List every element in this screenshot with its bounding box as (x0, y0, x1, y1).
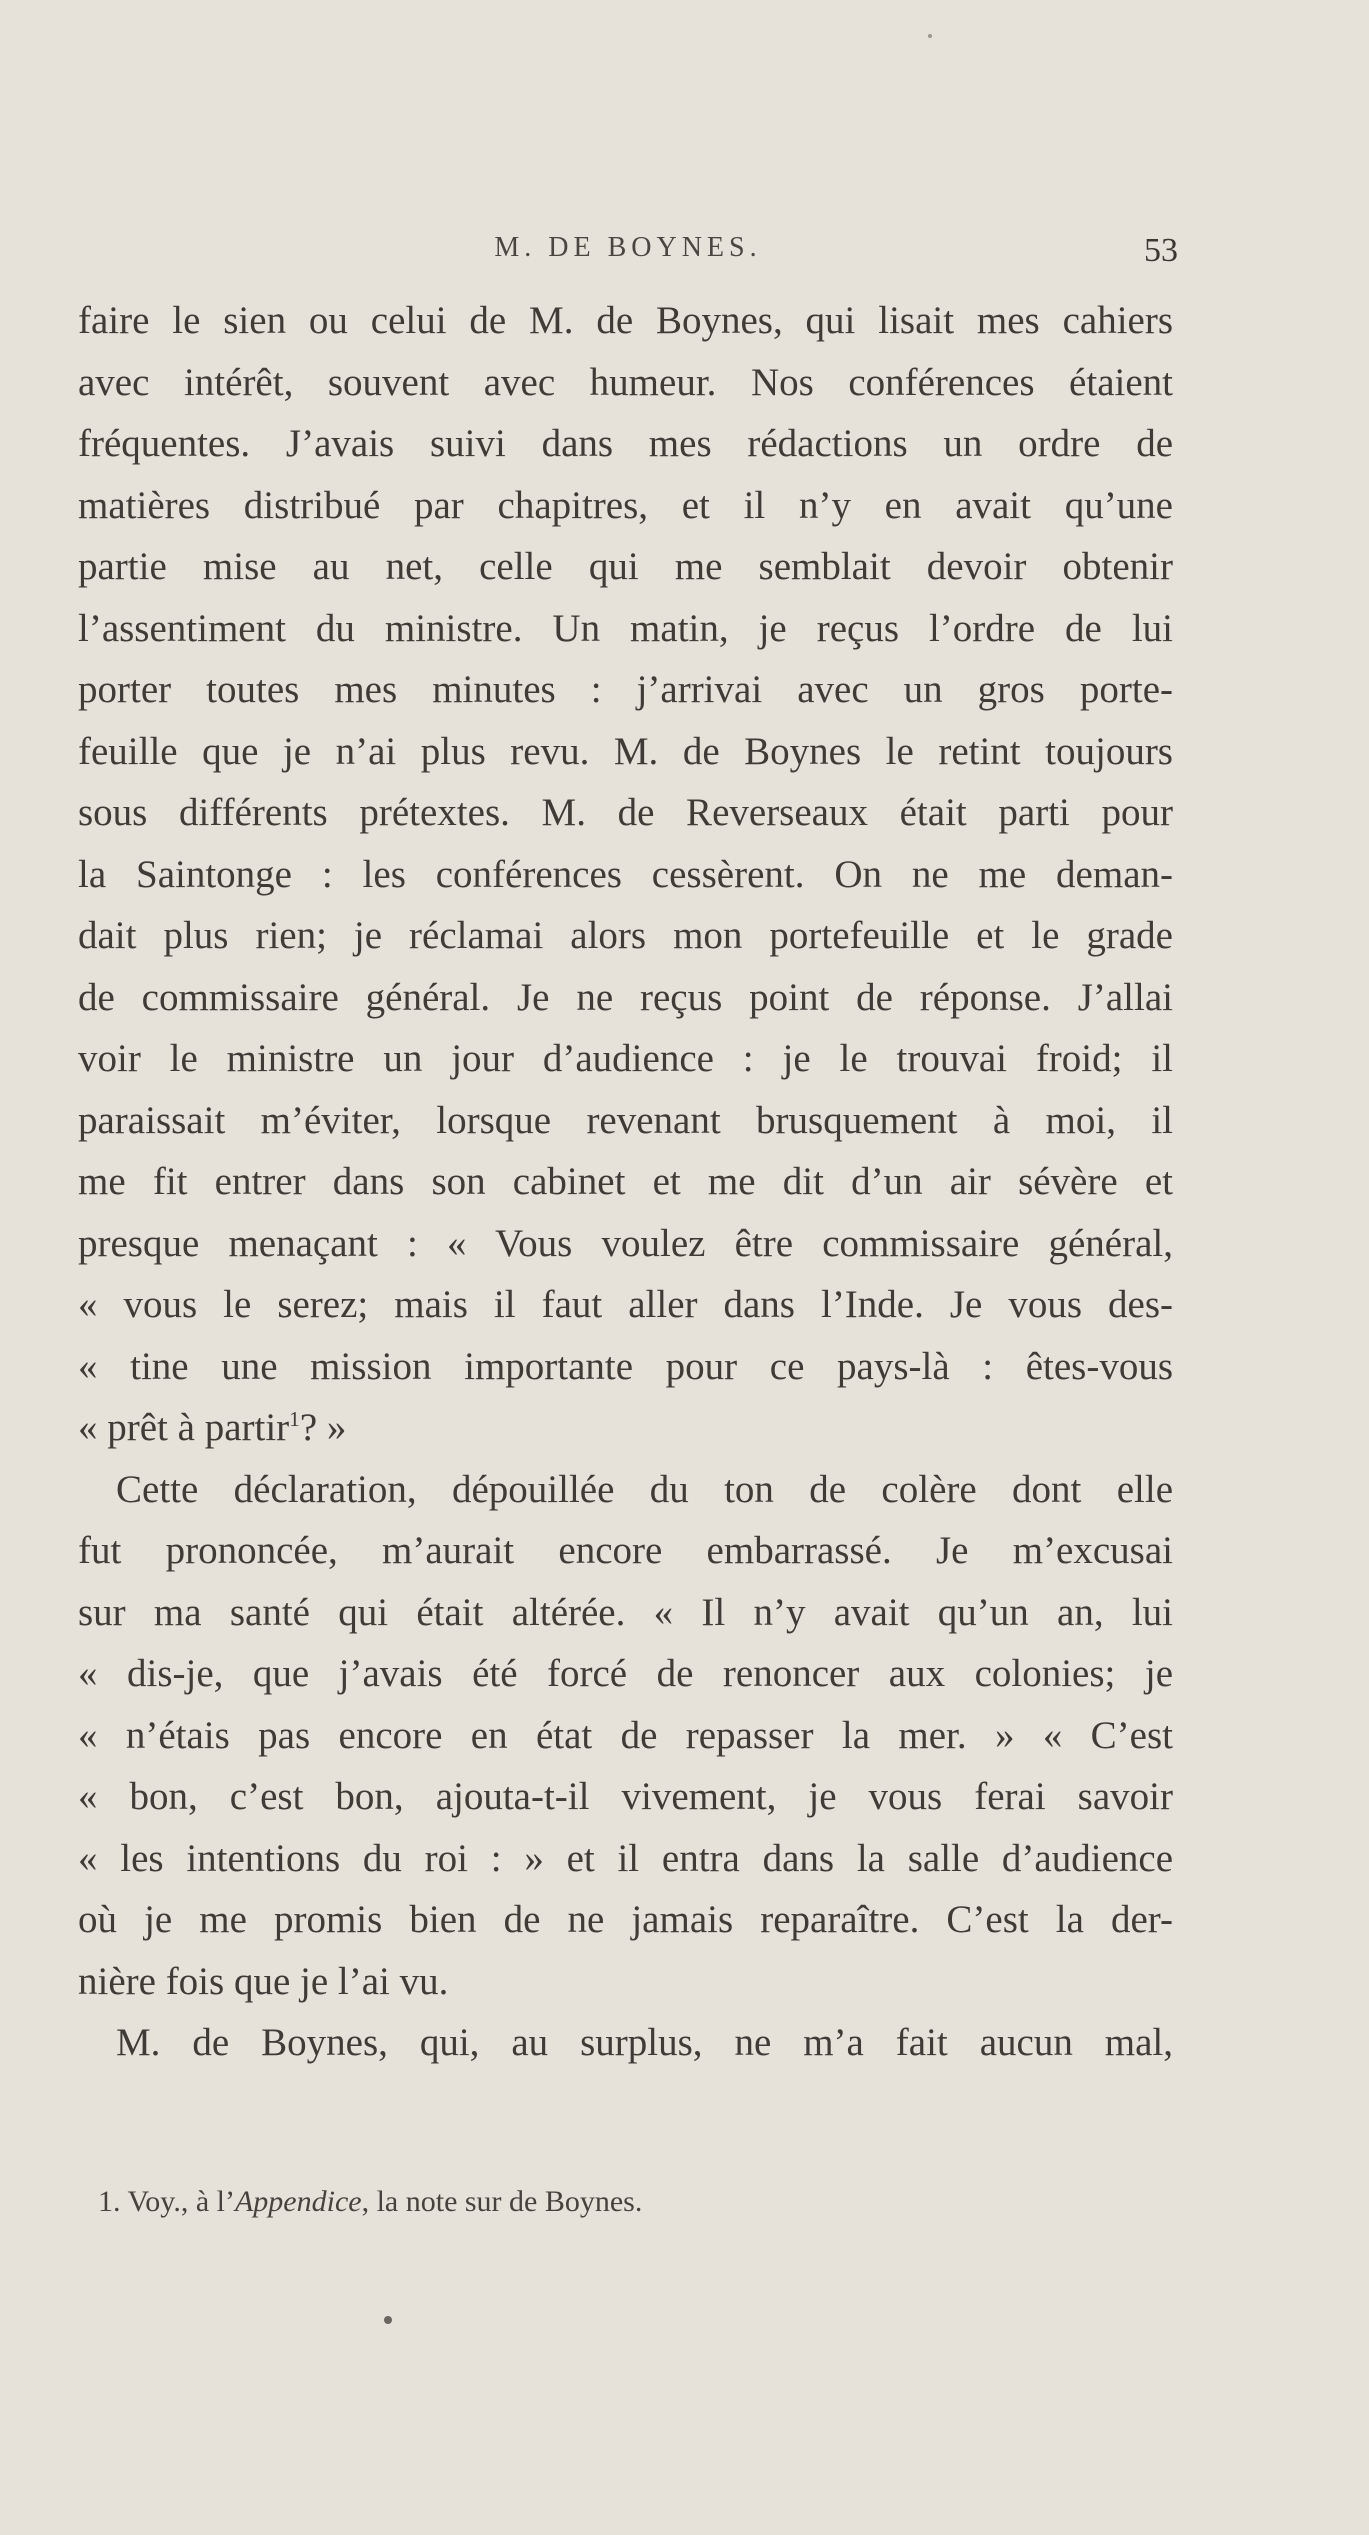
footnote-ref: 1 (289, 1407, 300, 1431)
text-line: nière fois que je l’ai vu. (78, 1959, 449, 2003)
text-line: « tine une mission importante pour ce pays-là : êtes-vous (78, 1344, 1173, 1388)
text-line: partie mise au net, celle qui me semblait devoir obtenir (78, 545, 1173, 588)
paragraph-start-line: Cette déclaration, dépouillée du ton de colère dont elle (116, 1467, 1173, 1511)
footnote-text-before: Voy., à l’ (127, 2185, 235, 2218)
text-line: l’assentiment du ministre. Un matin, je reçus l’ordre de lui (78, 606, 1173, 650)
paragraph-start-line: M. de Boynes, qui, au surplus, ne m’a fait aucun mal, (116, 2021, 1173, 2064)
paper-speck (928, 34, 932, 38)
text-line: « n’étais pas encore en état de repasser la mer. » « C’est (78, 1713, 1173, 1757)
text-line: « vous le serez; mais il faut aller dans l’Inde. Je vous des- (78, 1283, 1173, 1326)
text-line: « les intentions du roi : » et il entra dans la salle d’audience (78, 1836, 1173, 1880)
text-line: « dis-je, que j’avais été forcé de renoncer aux colonies; je (78, 1652, 1173, 1695)
text-line: la Saintonge : les conférences cessèrent. On ne me deman- (78, 852, 1173, 896)
footnote-italic: Appendice (234, 2185, 362, 2218)
text-line-start: « prêt à partir (78, 1406, 290, 1449)
text-line: sur ma santé qui était altérée. « Il n’y avait qu’un an, lui (78, 1590, 1173, 1634)
text-line-end: ? » (299, 1406, 347, 1449)
text-line: où je me promis bien de ne jamais reparaître. C’est la der- (78, 1898, 1173, 1941)
text-line: me fit entrer dans son cabinet et me dit d’un air sévère et (78, 1160, 1173, 1203)
text-line: matières distribué par chapitres, et il n’y en avait qu’une (78, 483, 1173, 527)
page-header (78, 232, 1178, 272)
footnote-number: 1. (98, 2185, 121, 2218)
text-line: « bon, c’est bon, ajouta-t-il vivement, je vous ferai savoir (78, 1775, 1173, 1818)
text-line: voir le ministre un jour d’audience : je le trouvai froid; il (78, 1037, 1173, 1080)
text-line: porter toutes mes minutes : j’arrivai avec un gros porte- (78, 668, 1173, 711)
text-line: fréquentes. J’avais suivi dans mes rédactions un ordre de (78, 422, 1173, 465)
text-line: paraissait m’éviter, lorsque revenant brusquement à moi, il (78, 1098, 1173, 1142)
text-line: sous différents prétextes. M. de Reverseaux était parti pour (78, 791, 1173, 834)
text-line-with-footnote (78, 1397, 1173, 1459)
text-line: feuille que je n’ai plus revu. M. de Boynes le retint toujours (78, 729, 1173, 773)
text-line: dait plus rien; je réclamai alors mon portefeuille et le grade (78, 914, 1173, 957)
text-line: fut prononcée, m’aurait encore embarrassé. Je m’excusai (78, 1529, 1173, 1572)
page-number: 53 (1144, 232, 1178, 269)
footnote (98, 2185, 642, 2219)
text-line: de commissaire général. Je ne reçus point de réponse. J’allai (78, 975, 1173, 1019)
body-text (78, 290, 1173, 2074)
running-head: M. DE BOYNES. (494, 232, 762, 263)
footnote-text-after: , la note sur de Boynes. (361, 2185, 643, 2218)
text-line: presque menaçant : « Vous voulez être commissaire général, (78, 1221, 1173, 1265)
ink-dot (384, 2316, 392, 2324)
text-line: faire le sien ou celui de M. de Boynes, qui lisait mes cahiers (78, 299, 1173, 342)
text-line: avec intérêt, souvent avec humeur. Nos conférences étaient (78, 360, 1173, 404)
